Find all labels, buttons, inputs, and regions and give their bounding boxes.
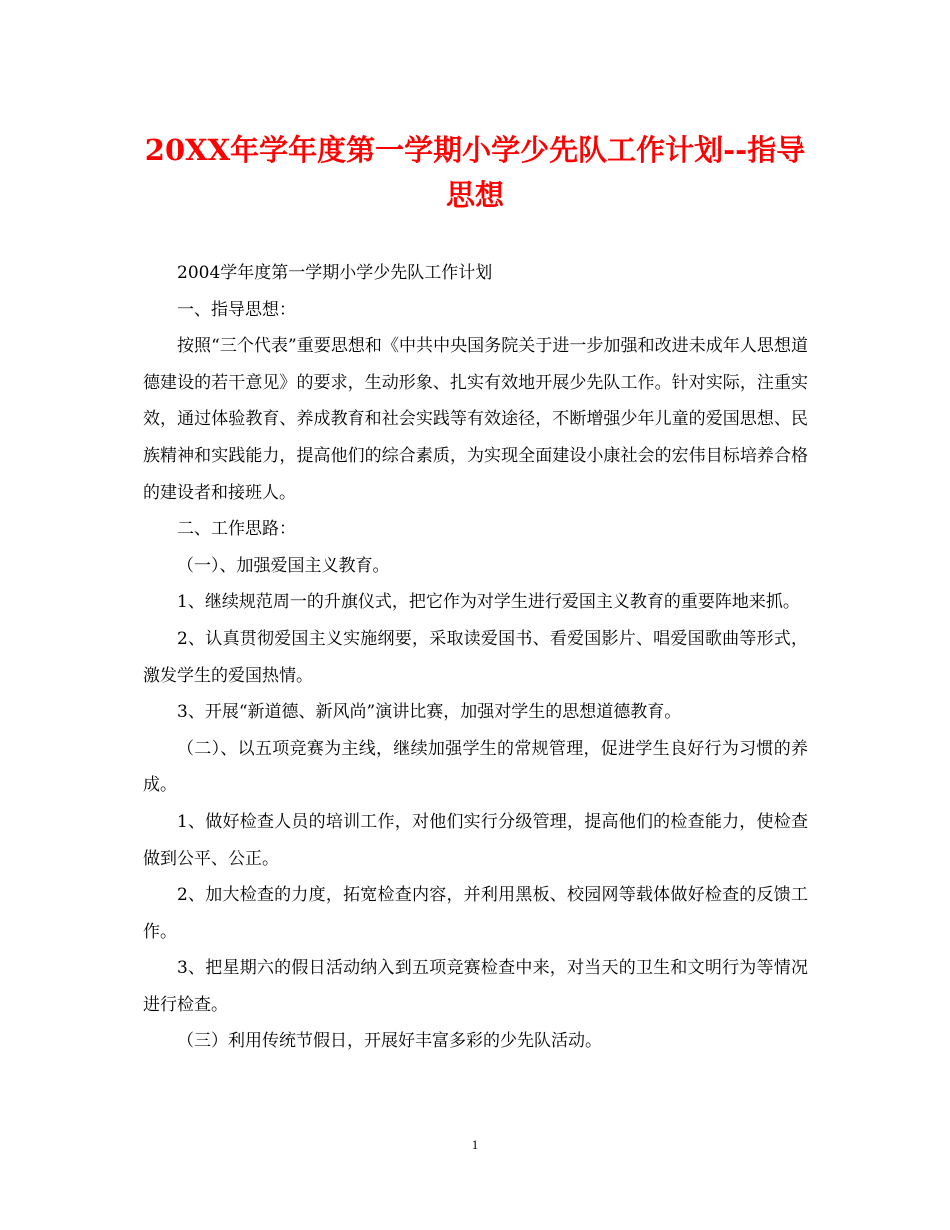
page-number: 1 [471,1137,479,1152]
subheading-festival-activities: （三）利用传统节假日，开展好丰富多彩的少先队活动。 [177,1031,602,1052]
list-item: 2、加大检查的力度，拓宽检查内容，并利用黑板、校园网等载体做好检查的反馈工作。 [143,885,808,942]
paragraph-guiding-thought: 按照“三个代表”重要思想和《中共中央国务院关于进一步加强和改进未成年人思想道德建设的若干意见》的要求，生动形象、扎实有效地开展少先队工作。针对实际，注重实效，通过体验教育、养成教育和社会实践等有效途径，不断增强少年儿童的爱国思想、民族精神和实践能力，提高他们的综合素质，为实现全面建设小康社会的宏伟目标培养合格的建设者和接班人。 [143,336,808,503]
list-item: 1、继续规范周一的升旗仪式，把它作为对学生进行爱国主义教育的重要阵地来抓。 [177,592,800,613]
list-item: 3、把星期六的假日活动纳入到五项竞赛检查中来，对当天的卫生和文明行为等情况进行检查。 [143,958,808,1015]
subheading-five-competitions: （二）、以五项竞赛为主线，继续加强学生的常规管理，促进学生良好行为习惯的养成。 [143,738,808,796]
heading-guiding-thought: 一、指导思想： [177,299,296,320]
paragraph-plan-name: 2004学年度第一学期小学少先队工作计划 [177,263,493,283]
document-body [143,255,808,1060]
subheading-patriotism: （一）、加强爱国主义教育。 [177,555,390,576]
list-item: 2、认真贯彻爱国主义实施纲要，采取读爱国书、看爱国影片、唱爱国歌曲等形式，激发学生的爱国热情。 [143,628,808,686]
document-title: 20XX年学年度第一学期小学少先队工作计划--指导思想 [144,133,806,212]
list-item: 3、开展“新道德、新风尚”演讲比赛，加强对学生的思想道德教育。 [177,702,682,723]
heading-work-ideas: 二、工作思路： [177,519,296,540]
list-item: 1、做好检查人员的培训工作，对他们实行分级管理，提高他们的检查能力，使检查做到公平、公正。 [143,811,808,869]
